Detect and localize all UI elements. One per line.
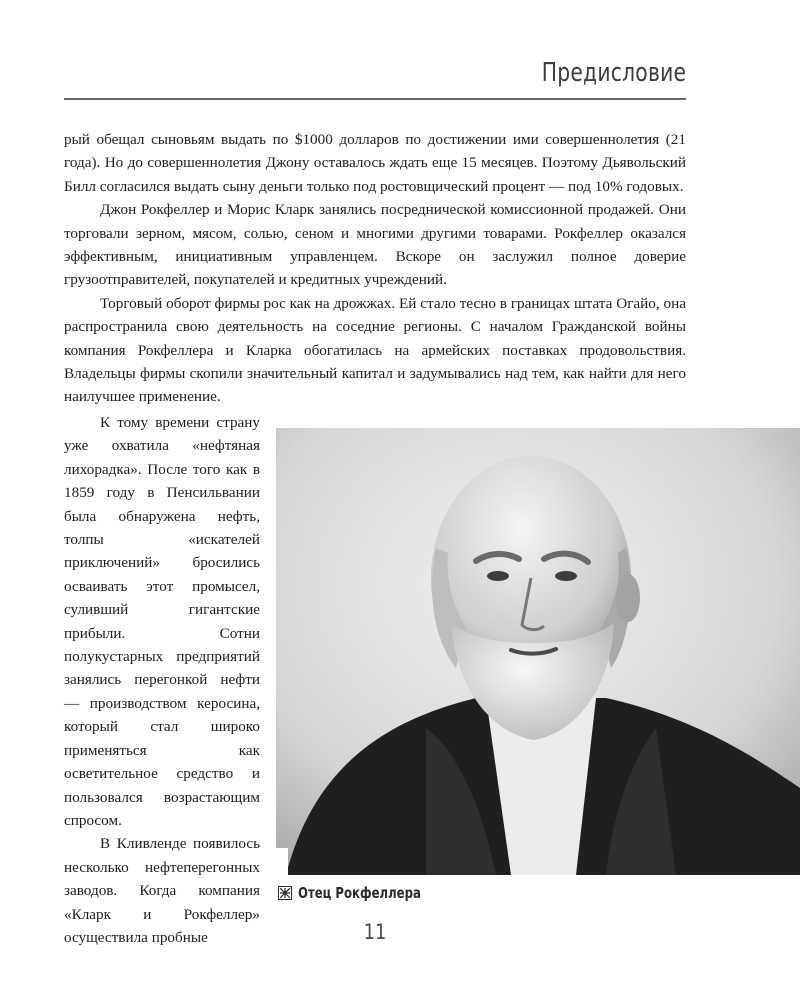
header-divider <box>64 98 686 100</box>
page-header-title: Предисловие <box>541 58 686 88</box>
caption-text: Отец Рокфеллера <box>298 884 421 902</box>
paragraph: К тому времени страну уже охватила «нефтяная лихорадка». После того как в 1859 году в Пенсильвании была обнаружена нефть, толпы «искателей приключений» бросились осваивать этот промысел, суливший гигантские прибыли. Сотни полукустарных предприятий занялись перегонкой нефти — производством керосина, который стал широко применяться как осветительное средство и пользовался возрастающим спросом. <box>64 414 260 829</box>
portrait-photo <box>276 428 800 875</box>
paragraph: Джон Рокфеллер и Морис Кларк занялись посреднической комиссионной продажей. Они торговали зерном, мясом, солью, сеном и многими другими товарами. Рокфеллер оказался эффективным, инициативным управленцем. Вскоре он заслужил полное доверие грузоотправителей, покупателей и кредитных учреждений. <box>64 201 686 289</box>
portrait-illustration <box>276 428 800 875</box>
paragraph: В Кливленде появилось несколько нефтеперегонных заводов. Когда компания «Кларк и Рокфеллер» осуществила пробные <box>64 835 260 946</box>
main-text <box>64 128 686 409</box>
figure-caption <box>278 882 456 904</box>
paragraph: рый обещал сыновьям выдать по $1000 долларов по достижении ими совершеннолетия (21 года). Но до совершеннолетия Джону оставалось ждать еще 15 месяцев. Поэтому Дьявольский Билл согласился выдать сыну деньги только под ростовщический процент — под 10% годовых. <box>64 131 686 195</box>
ornament-icon <box>278 886 292 900</box>
paragraph: Торговый оборот фирмы рос как на дрожжах. Ей стало тесно в границах штата Огайо, она распространила свою деятельность на соседние регионы. С началом Гражданской войны компания Рокфеллера и Кларка обогатилась на армейских поставках продовольствия. Владельцы фирмы скопили значительный капитал и задумывались над тем, как найти для него наилучшее применение. <box>64 294 686 406</box>
page-number: 11 <box>363 920 387 944</box>
side-column-text <box>64 411 260 949</box>
